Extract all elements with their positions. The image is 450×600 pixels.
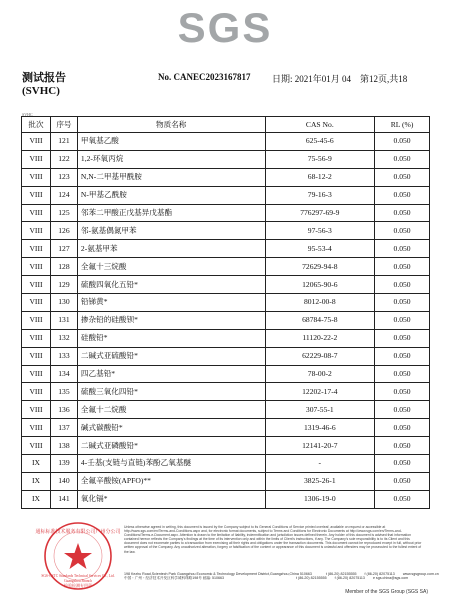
table-row [22,133,430,151]
table-row [22,168,430,186]
cell-seq: 128 [50,258,77,276]
footer-fax: f (86-20) 82075113 [364,572,395,576]
cell-seq: 126 [50,222,77,240]
footer-tel-cn: t (86-20) 82155555 [296,576,327,581]
header-rl: RL (%) [375,117,430,133]
address-en: 198 Kezhu Road,Scientech Park Guangzhou Economic & Technology Development District,Guangzhou,China 510663 [124,572,312,576]
cell-rl: 0.050 [375,311,430,329]
disclaimer-text: Unless otherwise agreed in writing, this document is issued by the Company subject to its General Conditions of Service printed overleaf, available on request or accessible at http://www.sgs.com/en/Terms-and-Conditions.aspx and, for electronic format documents, subject to Terms and Conditions for Electronic Documents at http://www.sgs.com/en/Terms-and-Conditions/Terms-e-Document.aspx. Attention is drawn to the limitation of liability, indemnification and jurisdiction issues defined therein. Any holder of this document is advised that information contained hereon reflects the Company's findings at the time of its intervention only and within the limits of Client's instructions, if any. The Company's sole responsibility is to its Client and this document does not exonerate parties to a transaction from exercising all their rights and obligations under the transaction documents. This document cannot be reproduced except in full, without prior written approval of the Company. Any unauthorized alteration, forgery or falsification of the content or appearance of this document is unlawful and offenders may be prosecuted to the fullest extent of the law. [124,525,422,554]
cell-batch: IX [22,472,51,490]
cell-batch: VIII [22,276,51,294]
cell-seq: 127 [50,240,77,258]
cell-rl: 0.050 [375,437,430,455]
cell-rl: 0.050 [375,150,430,168]
table-row [22,419,430,437]
header-substance: 物质名称 [77,117,265,133]
cell-rl: 0.050 [375,365,430,383]
cell-substance: 碱式碳酸铅* [77,419,265,437]
cell-batch: VIII [22,240,51,258]
table-row [22,258,430,276]
footer-address [124,572,439,581]
cell-substance: 二碱式亚硫酸铅* [77,347,265,365]
address-cn: 中国・广州・经济技术开发区科学城科珠路198号 邮编: 510663 [124,576,225,581]
cell-seq: 131 [50,311,77,329]
table-row [22,240,430,258]
member-text: Member of the SGS Group (SGS SA) [345,589,428,595]
sgs-logo [158,6,292,50]
cell-batch: VIII [22,258,51,276]
seal-en-text-2: Guangzhou Branch [64,579,92,583]
cell-batch: VIII [22,437,51,455]
cell-substance: 全氟十三烷酸 [77,258,265,276]
table-row [22,437,430,455]
table-row [22,150,430,168]
cell-seq: 138 [50,437,77,455]
cell-rl: 0.050 [375,419,430,437]
report-date: 日期: 2021年01月 04 [272,74,352,84]
cell-batch: VIII [22,365,51,383]
cell-substance: N,N-二甲基甲酰胺 [77,168,265,186]
cell-substance: 1,2-环氧丙烷 [77,150,265,168]
cell-rl: 0.050 [375,472,430,490]
cell-substance: 邻-氨基偶氮甲苯 [77,222,265,240]
cell-substance: 4-壬基(支链与直链)苯酚乙氧基醚 [77,455,265,473]
table-row [22,222,430,240]
cell-cas: 12065-90-6 [265,276,375,294]
cell-seq: 124 [50,186,77,204]
table-row [22,401,430,419]
cell-substance: 氧化镉* [77,490,265,508]
cell-batch: VIII [22,204,51,222]
cell-seq: 125 [50,204,77,222]
cell-cas: 3825-26-1 [265,472,375,490]
cell-seq: 123 [50,168,77,186]
cell-batch: VIII [22,150,51,168]
cell-substance: 邻苯二甲酸正戊基异戊基酯 [77,204,265,222]
cell-cas: 95-53-4 [265,240,375,258]
cell-substance: 硅酸铅* [77,329,265,347]
cell-batch: VIII [22,419,51,437]
cell-batch: VIII [22,383,51,401]
header-batch: 批次 [22,117,51,133]
cell-rl: 0.050 [375,186,430,204]
cell-batch: VIII [22,311,51,329]
report-title-sub: (SVHC) [22,85,60,97]
cell-substance: 铅锑黄* [77,294,265,312]
table-row [22,490,430,508]
cell-seq: 132 [50,329,77,347]
cell-batch: VIII [22,168,51,186]
cell-cas: 1319-46-6 [265,419,375,437]
inspection-seal [35,520,121,592]
cell-cas: 79-16-3 [265,186,375,204]
cell-substance: 二碱式亚磷酸铅* [77,437,265,455]
cell-batch: VIII [22,186,51,204]
sgs-logo-text: SGS [177,4,273,51]
cell-substance: 四乙基铅* [77,365,265,383]
cell-seq: 141 [50,490,77,508]
cell-rl: 0.050 [375,168,430,186]
cell-cas: 97-56-3 [265,222,375,240]
cell-rl: 0.050 [375,258,430,276]
table-row [22,276,430,294]
table-row [22,294,430,312]
cell-seq: 139 [50,455,77,473]
cell-cas: 776297-69-9 [265,204,375,222]
cell-cas: 11120-22-2 [265,329,375,347]
cell-seq: 134 [50,365,77,383]
cell-cas: - [265,455,375,473]
seal-label: 检验检测专用章 [64,583,92,588]
cell-seq: 129 [50,276,77,294]
cell-seq: 140 [50,472,77,490]
table-row [22,311,430,329]
cell-batch: VIII [22,329,51,347]
cell-rl: 0.050 [375,222,430,240]
report-number: No. CANEC2023167817 [158,72,251,82]
cell-rl: 0.050 [375,401,430,419]
table-header-row [22,117,430,133]
cell-batch: IX [22,490,51,508]
cell-cas: 68-12-2 [265,168,375,186]
cell-cas: 12141-20-7 [265,437,375,455]
cell-rl: 0.050 [375,383,430,401]
cell-substance: 硫酸四氧化五铅* [77,276,265,294]
cell-rl: 0.050 [375,240,430,258]
cell-rl: 0.050 [375,294,430,312]
cell-cas: 1306-19-0 [265,490,375,508]
table-row [22,383,430,401]
cell-batch: VIII [22,401,51,419]
header-cas: CAS No. [265,117,375,133]
footer-fax-cn: f (86-20) 82075113 [334,576,365,581]
cell-seq: 133 [50,347,77,365]
footer-tel: t (86-20) 82155555 [325,572,357,576]
cell-seq: 122 [50,150,77,168]
cell-cas: 8012-00-8 [265,294,375,312]
table-row [22,186,430,204]
page-number: 第12页,共18 [360,74,408,84]
tiny-label: SVHC [22,112,33,117]
cell-seq: 135 [50,383,77,401]
report-title-text: 测试报告 [22,72,66,84]
cell-batch: VIII [22,347,51,365]
cell-substance: 2-氨基甲苯 [77,240,265,258]
cell-batch: VIII [22,133,51,151]
cell-rl: 0.050 [375,490,430,508]
report-title [22,72,66,98]
cell-batch: VIII [22,294,51,312]
seal-en-text: SGS-CSTC Standards Technical Services Co., Ltd. [41,574,115,578]
table-row [22,455,430,473]
table-row [22,204,430,222]
cell-seq: 130 [50,294,77,312]
cell-rl: 0.050 [375,204,430,222]
cell-substance: N-甲基乙酰胺 [77,186,265,204]
seal-top-text: 通标标准技术服务有限公司广州分公司 [35,530,121,535]
table-row [22,472,430,490]
cell-cas: 78-00-2 [265,365,375,383]
cell-rl: 0.050 [375,329,430,347]
cell-substance: 硫酸三氧化四铅* [77,383,265,401]
footer-email[interactable]: e sgs.china@sgs.com [372,576,409,581]
cell-batch: VIII [22,222,51,240]
cell-cas: 12202-17-4 [265,383,375,401]
substance-table [21,116,430,509]
cell-rl: 0.050 [375,455,430,473]
cell-substance: 全氟十二烷酸 [77,401,265,419]
cell-rl: 0.050 [375,276,430,294]
cell-substance: 掺杂铅的硅酸钡* [77,311,265,329]
table-row [22,347,430,365]
cell-cas: 62229-08-7 [265,347,375,365]
cell-rl: 0.050 [375,347,430,365]
header-seq: 序号 [50,117,77,133]
cell-cas: 75-56-9 [265,150,375,168]
cell-seq: 136 [50,401,77,419]
cell-seq: 137 [50,419,77,437]
cell-substance: 甲氧基乙酸 [77,133,265,151]
cell-seq: 121 [50,133,77,151]
cell-rl: 0.050 [375,133,430,151]
footer-web[interactable]: www.sgsgroup.com.cn [402,572,439,576]
table-row [22,365,430,383]
cell-substance: 全氟辛酸铵(APFO)** [77,472,265,490]
cell-cas: 625-45-6 [265,133,375,151]
cell-cas: 68784-75-8 [265,311,375,329]
table-row [22,329,430,347]
cell-batch: IX [22,455,51,473]
cell-cas: 307-55-1 [265,401,375,419]
cell-cas: 72629-94-8 [265,258,375,276]
